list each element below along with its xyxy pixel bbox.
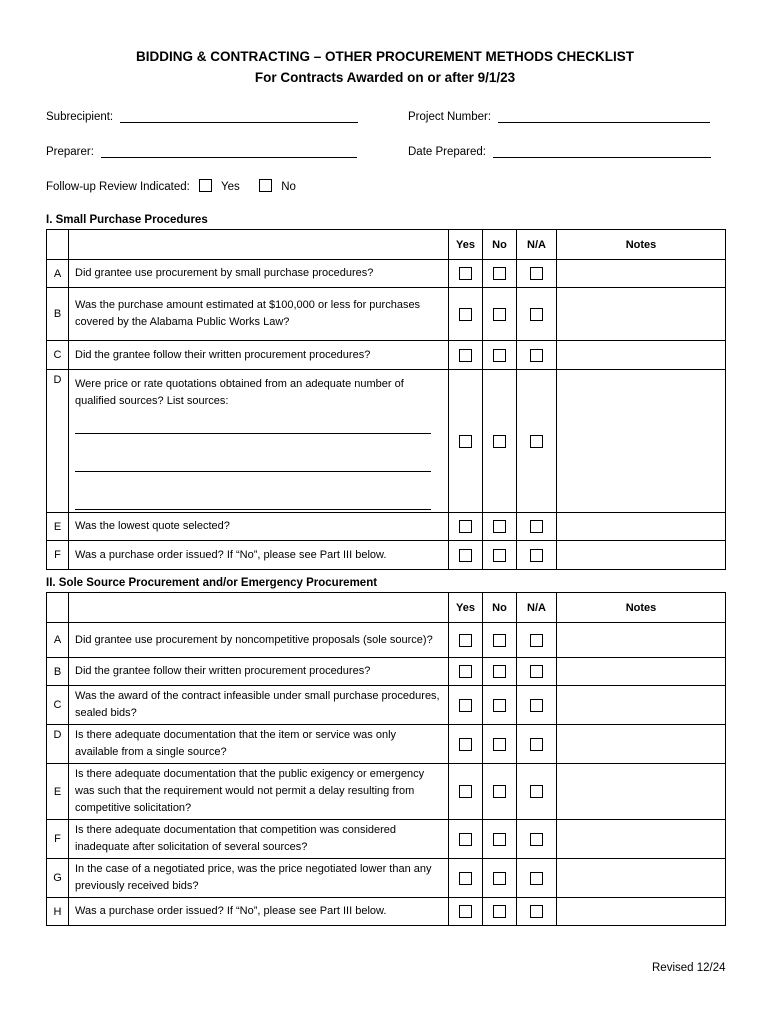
na-checkbox[interactable] [530, 785, 543, 798]
notes-cell[interactable] [557, 541, 726, 570]
revision-note: Revised 12/24 [652, 962, 726, 974]
notes-cell[interactable] [557, 764, 726, 820]
followup-yes-checkbox[interactable] [199, 179, 212, 192]
notes-cell[interactable] [557, 341, 726, 370]
row-question: Was the lowest quote selected? [69, 513, 449, 541]
no-checkbox[interactable] [493, 634, 506, 647]
table-row [47, 820, 726, 859]
na-checkbox[interactable] [530, 833, 543, 846]
row-letter: C [47, 341, 69, 370]
notes-cell[interactable] [557, 859, 726, 898]
yes-checkbox[interactable] [459, 905, 472, 918]
row-letter: F [47, 541, 69, 570]
row-letter: F [47, 820, 69, 859]
no-checkbox[interactable] [493, 699, 506, 712]
col-notes-header: Notes [557, 230, 726, 260]
no-checkbox[interactable] [493, 435, 506, 448]
table-row [47, 288, 726, 341]
source-line[interactable] [75, 492, 431, 510]
no-checkbox[interactable] [493, 738, 506, 751]
yes-checkbox[interactable] [459, 665, 472, 678]
date-prepared-label: Date Prepared: [408, 146, 486, 158]
project-number-input-line[interactable] [498, 110, 710, 123]
subrecipient-label: Subrecipient: [46, 111, 114, 123]
row-question: Did grantee use procurement by small purchase procedures? [69, 260, 449, 288]
section2-table [46, 592, 726, 926]
preparer-field [46, 145, 357, 158]
yes-checkbox[interactable] [459, 435, 472, 448]
table-header-row [47, 593, 726, 623]
row-question: Did grantee use procurement by noncompetitive proposals (sole source)? [69, 623, 449, 658]
notes-cell[interactable] [557, 513, 726, 541]
na-checkbox[interactable] [530, 699, 543, 712]
col-na-header: N/A [517, 230, 557, 260]
yes-checkbox[interactable] [459, 785, 472, 798]
document-subtitle: For Contracts Awarded on or after 9/1/23 [254, 70, 516, 85]
na-checkbox[interactable] [530, 549, 543, 562]
yes-checkbox[interactable] [459, 520, 472, 533]
na-checkbox[interactable] [530, 872, 543, 885]
followup-field [46, 179, 296, 193]
no-checkbox[interactable] [493, 665, 506, 678]
row-letter: D [47, 370, 69, 513]
table-row [47, 764, 726, 820]
yes-checkbox[interactable] [459, 738, 472, 751]
no-checkbox[interactable] [493, 872, 506, 885]
section1-table [46, 229, 726, 570]
col-yes-header: Yes [449, 593, 483, 623]
row-question: Were price or rate quotations obtained from an adequate number of qualified sources? List sources: [75, 378, 404, 407]
no-checkbox[interactable] [493, 267, 506, 280]
row-letter: D [47, 725, 69, 764]
yes-checkbox[interactable] [459, 634, 472, 647]
table-row [47, 898, 726, 926]
yes-checkbox[interactable] [459, 699, 472, 712]
table-row [47, 725, 726, 764]
table-row [47, 341, 726, 370]
notes-cell[interactable] [557, 686, 726, 725]
table-row [47, 260, 726, 288]
na-checkbox[interactable] [530, 634, 543, 647]
row-question: Did the grantee follow their written procurement procedures? [69, 658, 449, 686]
na-checkbox[interactable] [530, 905, 543, 918]
row-question: Is there adequate documentation that the item or service was only available from a single source? [69, 725, 449, 764]
row-question: Was a purchase order issued? If “No”, please see Part III below. [69, 898, 449, 926]
no-checkbox[interactable] [493, 349, 506, 362]
na-checkbox[interactable] [530, 520, 543, 533]
yes-checkbox[interactable] [459, 308, 472, 321]
notes-cell[interactable] [557, 288, 726, 341]
col-no-header: No [483, 593, 517, 623]
notes-cell[interactable] [557, 260, 726, 288]
yes-checkbox[interactable] [459, 267, 472, 280]
na-checkbox[interactable] [530, 435, 543, 448]
source-line[interactable] [75, 454, 431, 472]
row-letter: G [47, 859, 69, 898]
no-checkbox[interactable] [493, 785, 506, 798]
col-na-header: N/A [517, 593, 557, 623]
followup-yes-label: Yes [221, 181, 240, 193]
row-question: Is there adequate documentation that competition was considered inadequate after solicitation of several sources? [69, 820, 449, 859]
row-letter: A [47, 260, 69, 288]
table-row [47, 541, 726, 570]
row-question: In the case of a negotiated price, was the price negotiated lower than any previously received bids? [69, 859, 449, 898]
project-number-field [408, 110, 710, 123]
na-checkbox[interactable] [530, 665, 543, 678]
notes-cell[interactable] [557, 658, 726, 686]
table-row [47, 513, 726, 541]
na-checkbox[interactable] [530, 308, 543, 321]
document-title: BIDDING & CONTRACTING – OTHER PROCUREMENT METHODS CHECKLIST [135, 49, 634, 64]
notes-cell[interactable] [557, 623, 726, 658]
row-letter: B [47, 658, 69, 686]
no-checkbox[interactable] [493, 549, 506, 562]
no-checkbox[interactable] [493, 308, 506, 321]
no-checkbox[interactable] [493, 833, 506, 846]
preparer-input-line[interactable] [101, 145, 357, 158]
table-row [47, 370, 726, 513]
notes-cell[interactable] [557, 820, 726, 859]
notes-cell[interactable] [557, 370, 726, 513]
no-checkbox[interactable] [493, 905, 506, 918]
na-checkbox[interactable] [530, 267, 543, 280]
row-letter: H [47, 898, 69, 926]
subrecipient-input-line[interactable] [120, 110, 358, 123]
section1-title: I. Small Purchase Procedures [46, 214, 208, 226]
yes-checkbox[interactable] [459, 549, 472, 562]
no-checkbox[interactable] [493, 520, 506, 533]
preparer-label: Preparer: [46, 146, 94, 158]
row-letter: A [47, 623, 69, 658]
row-question: Was the purchase amount estimated at $100,000 or less for purchases covered by the Alabama Public Works Law? [69, 288, 449, 341]
row-question: Was a purchase order issued? If “No”, please see Part III below. [69, 541, 449, 570]
yes-checkbox[interactable] [459, 872, 472, 885]
row-question: Is there adequate documentation that the public exigency or emergency was such that the requirement would not permit a delay resulting from competitive solicitation? [69, 764, 449, 820]
table-row [47, 859, 726, 898]
followup-no-checkbox[interactable] [259, 179, 272, 192]
row-letter: E [47, 764, 69, 820]
yes-checkbox[interactable] [459, 833, 472, 846]
yes-checkbox[interactable] [459, 349, 472, 362]
row-letter: C [47, 686, 69, 725]
subrecipient-field [46, 110, 358, 123]
row-question: Did the grantee follow their written procurement procedures? [69, 341, 449, 370]
date-prepared-input-line[interactable] [493, 145, 711, 158]
table-header-row [47, 230, 726, 260]
notes-cell[interactable] [557, 898, 726, 926]
section2-title: II. Sole Source Procurement and/or Emergency Procurement [46, 577, 378, 589]
row-question: Was the award of the contract infeasible under small purchase procedures, sealed bids? [69, 686, 449, 725]
col-notes-header: Notes [557, 593, 726, 623]
row-letter: E [47, 513, 69, 541]
project-number-label: Project Number: [408, 111, 492, 123]
row-question-cell [69, 370, 449, 513]
followup-no-label: No [281, 181, 296, 193]
na-checkbox[interactable] [530, 349, 543, 362]
table-row [47, 686, 726, 725]
row-letter: B [47, 288, 69, 341]
followup-label: Follow-up Review Indicated: [46, 181, 190, 193]
na-checkbox[interactable] [530, 738, 543, 751]
notes-cell[interactable] [557, 725, 726, 764]
table-row [47, 658, 726, 686]
date-prepared-field [408, 145, 711, 158]
col-yes-header: Yes [449, 230, 483, 260]
table-row [47, 623, 726, 658]
source-line[interactable] [75, 416, 431, 434]
col-no-header: No [483, 230, 517, 260]
